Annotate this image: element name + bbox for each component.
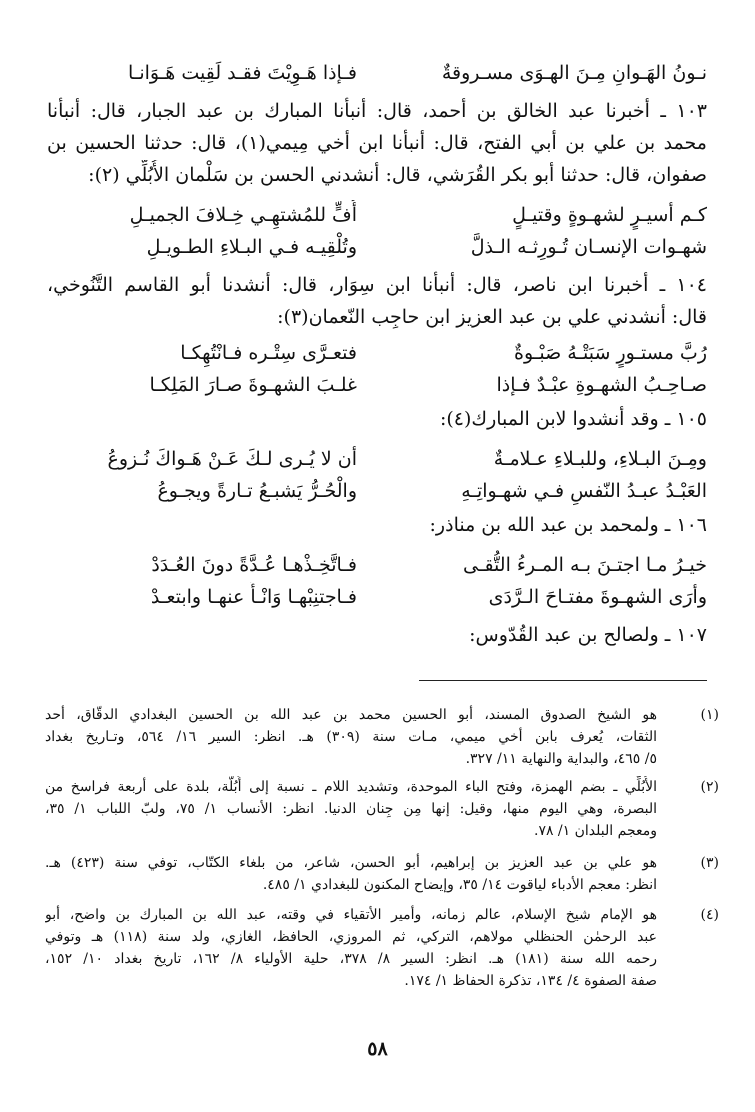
footnote-line: هو علي بن عبد العزيز بن إبراهيم، أبو الحسن، شاعر، من بلغاء الكتّاب، توفي سنة (٤٢٣) هـ.: [45, 855, 657, 871]
verse-second-hemistich: أُفٍّ للمُشتهِـي خِـلافَ الجميـلِ: [129, 204, 357, 226]
item-107-heading: ١٠٧ ـ ولصالح بن عبد القُدّوس:: [469, 624, 707, 646]
verse-first-hemistich: العَبْـدُ عبـدُ النّفسِ فـي شهـواتِـهِ: [461, 480, 707, 502]
verse-second-hemistich: وتُلْقِيـه فـي البـلاءِ الطـويـلِ: [146, 236, 357, 258]
verse-line: [57, 370, 707, 400]
verse-line: [57, 200, 707, 230]
verse-line: [57, 476, 707, 506]
verse-first-hemistich: وأرَى الشهـوةَ مفتـاحَ الـرَّدَى: [488, 586, 707, 608]
verse-second-hemistich: فـاجتنِبْهـا وَانْـأَ عنهـا وابتعـدْ: [150, 586, 357, 608]
footnote-line: الثقات، يُعرف بابن أخي ميمي، مـات سنة (٣٠٩) هـ. انظر: السير ١٦/ ٥٦٤، وتـاريخ بغداد: [45, 729, 657, 745]
item-104-line: ١٠٤ ـ أخبرنا ابن ناصر، قال: أنبأنا ابن سِوَار، قال: أنشدنا أبو القاسم التَّنُوخي،: [47, 274, 707, 296]
verse-second-hemistich: أن لا يُـرى لـكَ عَـنْ هَـواكَ نُـزوعُ: [107, 448, 357, 470]
footnote-line: انظر: معجم الأدباء لياقوت ١٤/ ٣٥، وإيضاح المكنون للبغدادي ١/ ٤٨٥.: [262, 877, 657, 893]
footnote-number: (٢): [700, 779, 719, 795]
footnote-number: (٤): [700, 907, 719, 923]
item-106-heading: ١٠٦ ـ ولمحمد بن عبد الله بن مناذر:: [429, 514, 707, 536]
footnote-text: [45, 904, 657, 992]
verse-line: [57, 338, 707, 368]
footnote-number: (١): [700, 707, 719, 723]
footnote: [39, 704, 719, 770]
item-103-line: ١٠٣ ـ أخبرنا عبد الخالق بن أحمد، قال: أنبأنا المبارك بن عبد الجبار، قال: أنبأنا: [47, 100, 707, 122]
footnote: [39, 852, 719, 896]
verse-first-hemistich: كـم أسيـرٍ لشهـوةٍ وقتيـلٍ: [512, 204, 707, 226]
item-103-line: محمد بن علي بن أبي الفتح، قال: أنبأنا ابن أخي مِيمي(١)، قال: حدثنا الحسين بن: [47, 132, 707, 154]
footnote-number: (٣): [700, 855, 719, 871]
footnote-separator: [419, 680, 707, 681]
footnote-text: [45, 852, 657, 896]
verse-second-hemistich: فـإذا هَـوِيْتَ فقـد لَقِيت هَـوَانـا: [127, 62, 357, 84]
item-104-line: قال: أنشدني علي بن عبد العزيز ابن حاجِب النّعمان(٣):: [277, 306, 707, 328]
verse-first-hemistich: صـاحِـبُ الشهـوةِ عبْـدٌ فـإذا: [496, 374, 707, 396]
verse-first-hemistich: شهـوات الإنسـان تُـورِثـه الـذلَّ: [470, 236, 707, 258]
footnote-line: صفة الصفوة ٤/ ١٣٤، تذكرة الحفاظ ١/ ١٧٤.: [404, 973, 657, 989]
verse-first-hemistich: رُبَّ مستـورٍ سَبَتْـهُ صَبْـوةٌ: [514, 342, 707, 364]
footnote-line: هو الإمام شيخ الإسلام، عالم زمانه، وأمير الأتقياء في وقته، عبد الله بن المبارك بن واضح، أبو: [45, 907, 657, 923]
verse-second-hemistich: فتعـرَّى سِتْـره فـانْتُهِكـا: [180, 342, 357, 364]
verse-line: [57, 444, 707, 474]
footnote-text: [45, 776, 657, 842]
footnote-line: الأُبُلِّي ـ بضم الهمزة، وفتح الباء الموحدة، وتشديد اللام ـ نسبة إلى أُبُلَّة، بلدة على أربعة فراسخ من: [45, 779, 657, 795]
footnote-line: رحمه الله سنة (١٨١) هـ. انظر: السير ٨/ ٣٧٨، حلية الأولياء ٨/ ١٦٢، تاريخ بغداد ١٠/ ١٥٢،: [45, 951, 657, 967]
item-105-heading: ١٠٥ ـ وقد أنشدوا لابن المبارك(٤):: [439, 408, 707, 430]
verse-line: [57, 582, 707, 612]
verse-second-hemistich: غلـبَ الشهـوةَ صـارَ المَلِكـا: [149, 374, 357, 396]
verse-line: [57, 58, 707, 88]
verse-line: [57, 550, 707, 580]
footnote: [39, 776, 719, 842]
item-103-line: صفوان، قال: حدثنا أبو بكر القُرَشي، قال: أنشدني الحسن بن سَلْمان الأُبُلِّي (٢):: [88, 164, 707, 186]
footnote-text: [45, 704, 657, 770]
verse-first-hemistich: ومِـنَ البـلاءِ، وللبـلاءِ عـلامـةٌ: [493, 448, 707, 470]
footnote-line: ٥/ ٤٦٥، والبداية والنهاية ١١/ ٣٢٧.: [465, 751, 657, 767]
page-number: ٥٨: [367, 1038, 388, 1060]
footnote-line: البصرة، وهي اليوم منها، وقيل: إنها مِن جِنان الدنيا. انظر: الأنساب ١/ ٧٥، ولبّ اللباب ١/ ٣٥،: [45, 801, 657, 817]
footnote-line: هو الشيخ الصدوق المسند، أبو الحسين محمد بن عبد الله بن الحسين البغدادي الدقّاق، أحد: [45, 707, 657, 723]
verse-first-hemistich: خيـرُ مـا اجتـنَ بـه المـرءُ التُّقـى: [463, 554, 707, 576]
verse-line: [57, 232, 707, 262]
footnote: [39, 904, 719, 992]
verse-first-hemistich: نـونُ الهَـوانِ مِـنَ الهـوَى مسـروقةٌ: [441, 62, 707, 84]
verse-second-hemistich: والْحُـرُّ يَشبـعُ تـارةً ويجـوعُ: [157, 480, 357, 502]
footnote-line: ومعجم البلدان ١/ ٧٨.: [533, 823, 657, 839]
footnote-line: عبد الرحمٰن الحنظلي مولاهم، التركي، ثم المروزي، الحافظ، الغازي، ولد سنة (١١٨) هـ وتوفي: [45, 929, 657, 945]
verse-second-hemistich: فـاتَّخِـذْهـا عُـدَّةً دونَ العُـدَدْ: [151, 554, 357, 576]
